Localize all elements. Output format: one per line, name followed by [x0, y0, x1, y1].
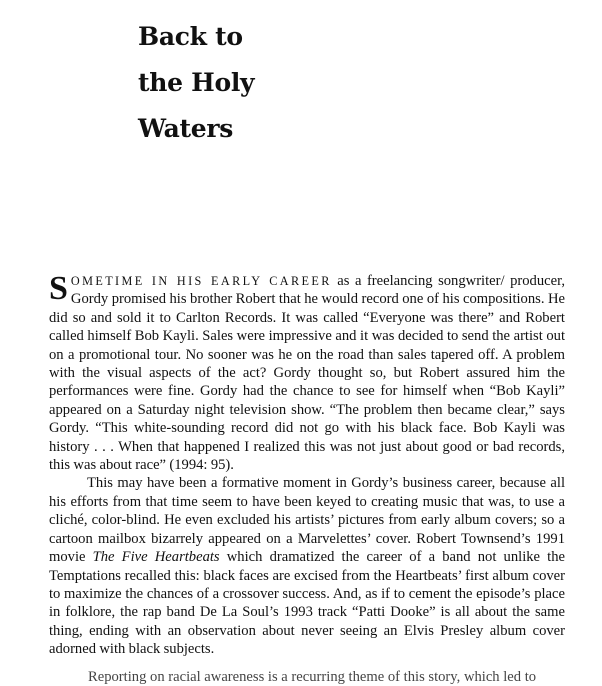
paragraph-2-text-b: which dramatized the career of a band not unlike the Temptations recalled this: black faces are excised from the Heartbeats’ first album cover to maximize the chances of a crossover success. And, as if to cement the episode’s place in folklore, the rap band De La Soul’s 1993 track “Patti Dooke” is all about the same thing, ending with an observation about never seeing an Elvis Presley album cover adorned with black subjects.: [49, 549, 566, 658]
body-text: [49, 272, 565, 659]
paragraph-2: [49, 474, 565, 658]
chapter-title-line-3: Waters: [138, 114, 234, 143]
paragraph-1-text: as a freelancing songwriter/ producer, Gordy promised his brother Robert that he would record one of his compositions. He did so and sold it to Carlton Records. It was called “Everyone was there” and Robert called himself Bob Kayli. Sales were impressive and it was decided to send the artist out on a promotional tour. No sooner was he on the road than sales tapered off. A problem with the visual aspects of the act? Gordy thought so, but Robert assured him the performances were fine. Gordy had the chance to see for himself when “Bob Kayli” appeared on a Saturday night television show. “The problem then became clear,” says Gordy. “This white-sounding record did not go with his black face. Bob Kayli was history . . . When that happened I realized this was not just about good or bad records, this was about race” (1994: 95).: [49, 273, 565, 474]
lead-in-smallcaps: OMETIME IN HIS EARLY CAREER: [70, 274, 332, 288]
cut-off-line: Reporting on racial awareness is a recurring theme of this story, which led to: [88, 669, 537, 685]
chapter-title-line-1: Back to: [138, 22, 243, 51]
paragraph-2-text-a: This may have been a formative moment in Gordy’s business career, because all his efforts from that time seem to have been keyed to creating music that was, to use a cliché, color-blind. He even excluded his artists’ pictures from early album covers; so a cartoon mailbox bizarrely appeared on a Marvelettes’ cover. Robert Townsend’s 1991 movie: [49, 475, 565, 566]
chapter-title-line-2: the Holy: [138, 68, 255, 97]
movie-title: The Five Heartbeats: [92, 549, 220, 566]
chapter-title: [138, 14, 254, 152]
drop-cap: S: [49, 270, 68, 307]
paragraph-1: [49, 272, 565, 474]
